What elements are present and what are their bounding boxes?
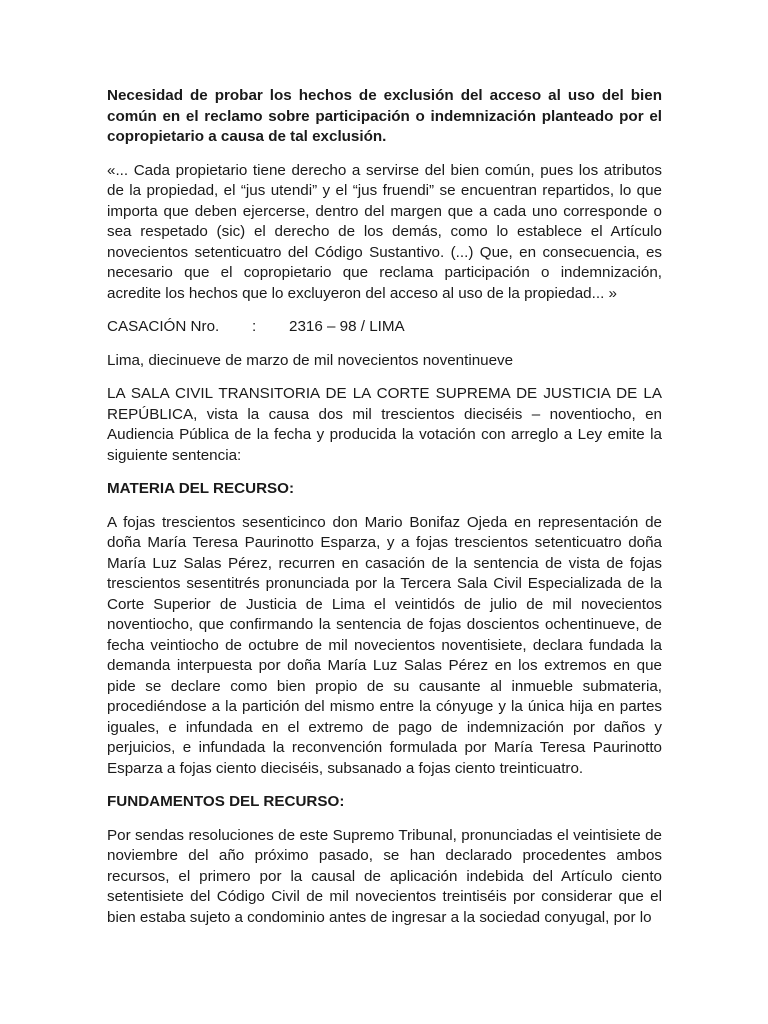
casacion-number: 2316 – 98 / LIMA (289, 318, 405, 335)
fundamentos-heading: FUNDAMENTOS DEL RECURSO: (107, 793, 345, 810)
casacion-separator: : (252, 318, 257, 335)
sala-paragraph: LA SALA CIVIL TRANSITORIA DE LA CORTE SUPREMA DE JUSTICIA DE LA REPÚBLICA, vista la causa dos mil trescientos dieciséis – noventiocho, en Audiencia Pública de la fecha y producida la votación con arreglo a Ley emite la siguiente sentencia: (107, 385, 662, 464)
quoted-excerpt: «... Cada propietario tiene derecho a servirse del bien común, pues los atributos de la propiedad, el “jus utendi” y el “jus fruendi” se encuentran repartidos, lo que importa que deben ejercerse, dentro del margen que a cada uno corresponde o sea respetado (sic) el derecho de los demás, como lo establece el Artículo novecientos setenticuatro del Código Sustantivo. (...) Que, en consecuencia, es necesario que el copropietario que reclama participación o indemnización, acredite los hechos que lo excluyeron del acceso al uso de la propiedad... » (107, 161, 662, 302)
document-page (107, 86, 662, 941)
date-line: Lima, diecinueve de marzo de mil novecientos noventinueve (107, 351, 514, 369)
materia-paragraph: A fojas trescientos sesenticinco don Mario Bonifaz Ojeda en representación de doña María Teresa Paurinotto Esparza, y a fojas trescientos setenticuatro doña María Luz Salas Pérez, recurren en casación de la sentencia de vista de fojas trescientos sesentitrés pronunciada por la Tercera Sala Civil Especializada de la Corte Superior de Justicia de Lima el veintidós de julio de mil novecientos noventiocho, que confirmando la sentencia de fojas doscientos ochentinueve, de fecha veintiocho de octubre de mil novecientos noventisiete, declara fundada la demanda interpuesta por doña María Luz Salas Pérez en los extremos en que pide se declare como bien propio de su causante al inmueble submateria, procediéndose a la partición del mismo entre la cónyuge y la única hija en partes iguales, e infundada en el extremo de pago de indemnización por daños y perjuicios, e infundada la reconvención formulada por María Teresa Paurinotto Esparza a fojas ciento dieciséis, subsanado a fojas ciento treinticuatro. (107, 513, 662, 777)
casacion-line (107, 317, 662, 338)
casacion-label: CASACIÓN Nro. (107, 318, 220, 335)
fundamentos-paragraph: Por sendas resoluciones de este Supremo Tribunal, pronunciadas el veintisiete de noviembre del año próximo pasado, se han declarado procedentes ambos recursos, el primero por la causal de aplicación indebida del Artículo ciento setentisiete del Código Civil de mil novecientos treintiséis por considerar que el bien estaba sujeto a condominio antes de ingresar a la sociedad conyugal, por lo (107, 826, 662, 926)
materia-heading: MATERIA DEL RECURSO: (107, 480, 295, 497)
document-title: Necesidad de probar los hechos de exclusión del acceso al uso del bien común en el reclamo sobre participación o indemnización planteado por el copropietario a causa de tal exclusión. (107, 87, 662, 145)
